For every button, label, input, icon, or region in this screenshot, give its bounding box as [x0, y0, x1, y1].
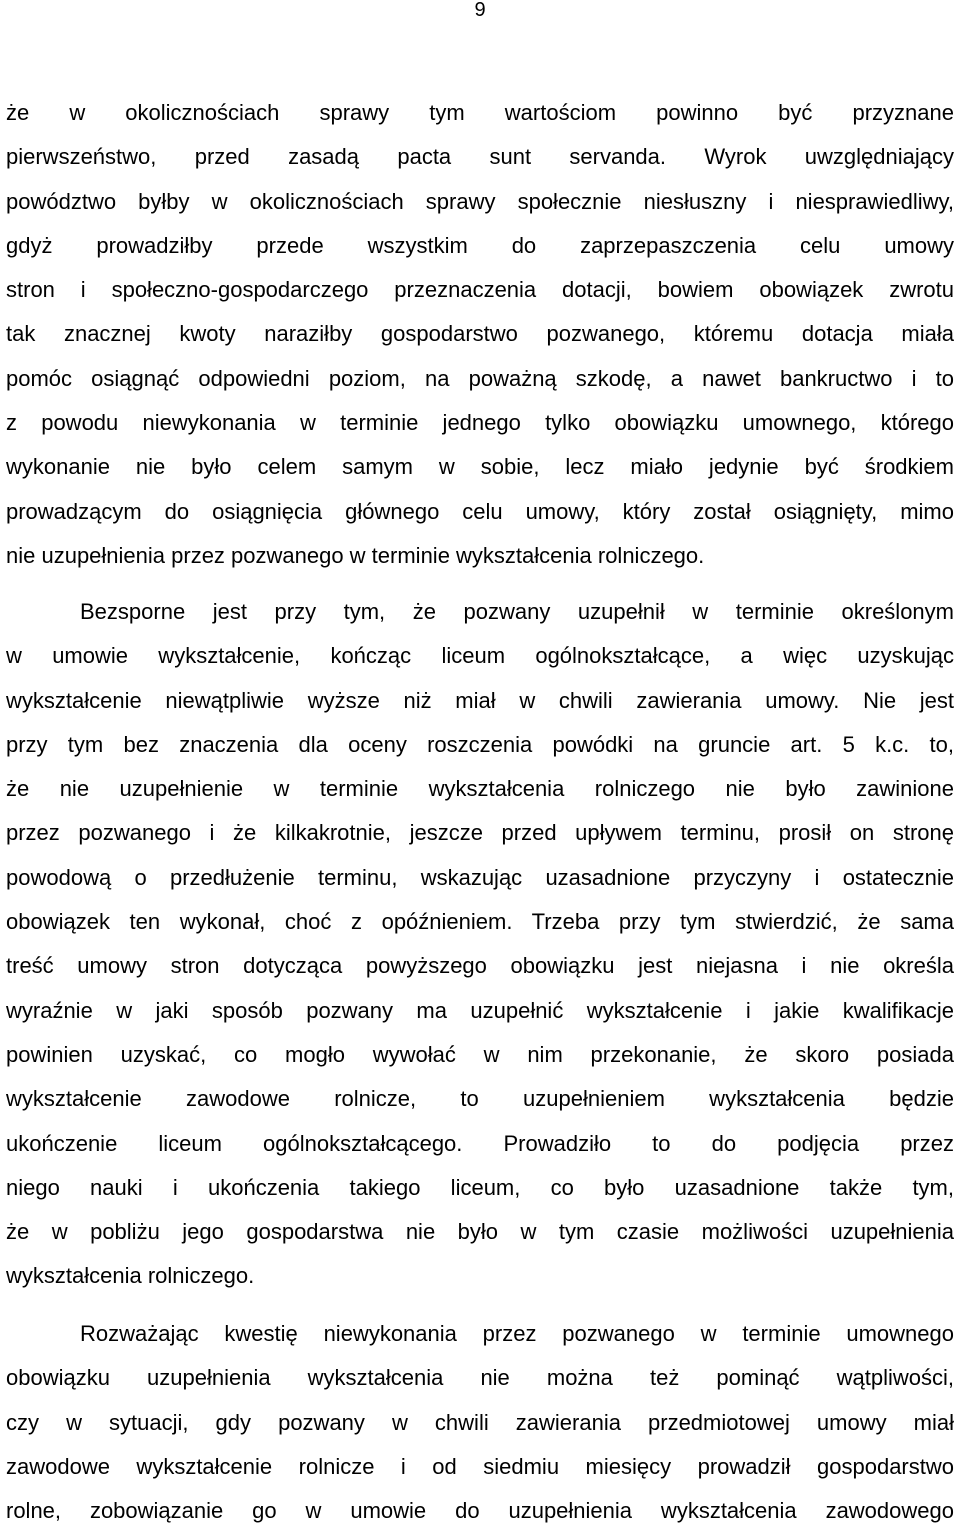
paragraph-line: wykonanie nie było celem samym w sobie, lecz miało jedynie być środkiem	[6, 454, 954, 480]
paragraph-line: tak znacznej kwoty naraziłby gospodarstwo pozwanego, któremu dotacja miała	[6, 321, 954, 347]
paragraph-line: rolne, zobowiązanie go w umowie do uzupełnienia wykształcenia zawodowego	[6, 1498, 954, 1524]
paragraph-line: wyraźnie w jaki sposób pozwany ma uzupełnić wykształcenie i jakie kwalifikacje	[6, 997, 954, 1023]
paragraph-line: treść umowy stron dotycząca powyższego obowiązku jest niejasna i nie określa	[6, 953, 954, 979]
paragraph-line: prowadzącym do osiągnięcia głównego celu umowy, który został osiągnięty, mimo	[6, 498, 954, 524]
paragraph-line: że w okolicznościach sprawy tym wartościom powinno być przyznane	[6, 100, 954, 125]
paragraph-line: Bezsporne jest przy tym, że pozwany uzupełnił w terminie określonym	[80, 599, 954, 624]
paragraph-line: wykształcenia rolniczego.	[6, 1263, 255, 1289]
paragraph-line: ukończenie liceum ogólnokształcącego. Prowadziło to do podjęcia przez	[6, 1130, 954, 1156]
paragraph-line: obowiązek ten wykonał, choć z opóźnieniem. Trzeba przy tym stwierdzić, że sama	[6, 909, 954, 935]
paragraph-line: niego nauki i ukończenia takiego liceum, co było uzasadnione także tym,	[6, 1174, 954, 1200]
paragraph-line: powództwo byłby w okolicznościach sprawy społecznie niesłuszny i niesprawiedliwy,	[6, 188, 954, 214]
paragraph-1	[6, 98, 954, 585]
paragraph-line: przy tym bez znaczenia dla oceny roszczenia powódki na gruncie art. 5 k.c. to,	[6, 731, 954, 757]
page-number: 9	[474, 0, 486, 21]
paragraph-line: Rozważając kwestię niewykonania przez pozwanego w terminie umownego	[80, 1321, 954, 1346]
paragraph-line: nie uzupełnienia przez pozwanego w terminie wykształcenia rolniczego.	[6, 542, 705, 568]
paragraph-2	[6, 597, 954, 1306]
paragraph-line: wykształcenie zawodowe rolnicze, to uzupełnieniem wykształcenia będzie	[6, 1086, 954, 1112]
paragraph-line: gdyż prowadziłby przede wszystkim do zaprzepaszczenia celu umowy	[6, 232, 954, 258]
paragraph-line: że nie uzupełnienie w terminie wykształcenia rolniczego nie było zawinione	[6, 776, 954, 802]
paragraph-line: przez pozwanego i że kilkakrotnie, jeszcze przed upływem terminu, prosił on stronę	[6, 820, 954, 846]
paragraph-line: pierwszeństwo, przed zasadą pacta sunt servanda. Wyrok uwzględniający	[6, 144, 954, 170]
paragraph-line: czy w sytuacji, gdy pozwany w chwili zawierania przedmiotowej umowy miał	[6, 1409, 954, 1435]
paragraph-line: w umowie wykształcenie, kończąc liceum ogólnokształcące, a więc uzyskując	[6, 643, 954, 669]
paragraph-line: stron i społeczno-gospodarczego przeznaczenia dotacji, bowiem obowiązek zwrotu	[6, 277, 954, 303]
paragraph-line: pomóc osiągnąć odpowiedni poziom, na poważną szkodę, a nawet bankructwo i to	[6, 365, 954, 391]
paragraph-line: powodową o przedłużenie terminu, wskazując uzasadnione przyczyny i ostatecznie	[6, 864, 954, 890]
paragraph-line: z powodu niewykonania w terminie jednego tylko obowiązku umownego, którego	[6, 410, 954, 436]
paragraph-line: powinien uzyskać, co mogło wywołać w nim przekonanie, że skoro posiada	[6, 1041, 954, 1067]
paragraph-line: zawodowe wykształcenie rolnicze i od siedmiu miesięcy prowadził gospodarstwo	[6, 1453, 954, 1479]
paragraph-line: że w pobliżu jego gospodarstwa nie było w tym czasie możliwości uzupełnienia	[6, 1219, 954, 1245]
paragraph-line: wykształcenie niewątpliwie wyższe niż miał w chwili zawierania umowy. Nie jest	[6, 687, 954, 713]
paragraph-3	[6, 1319, 954, 1540]
paragraph-line: obowiązku uzupełnienia wykształcenia nie można też pominąć wątpliwości,	[6, 1365, 954, 1391]
